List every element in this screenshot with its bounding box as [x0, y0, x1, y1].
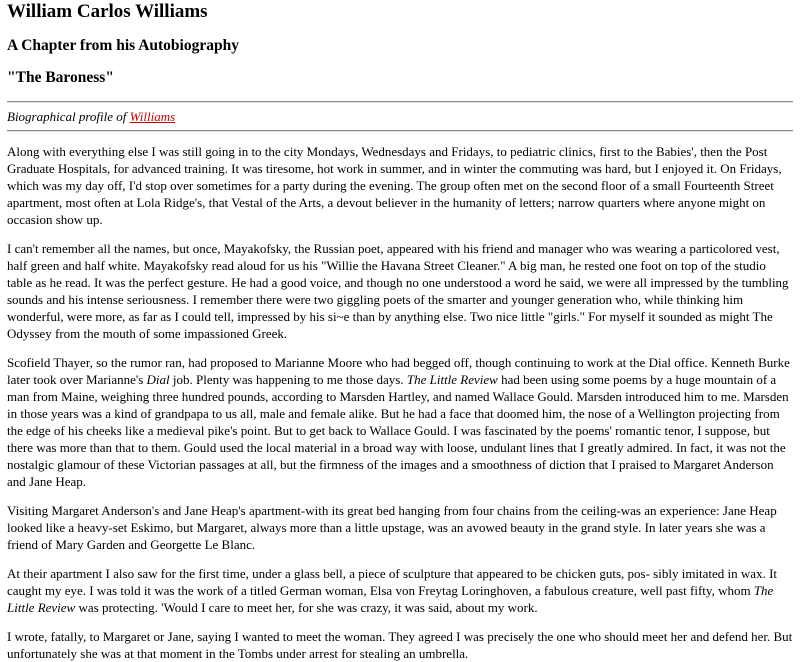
paragraph-4: Visiting Margaret Anderson's and Jane Heap's apartment-with its great bed hanging from four chains from the ceiling-was an experience: Jane Heap looked like a heavy-set Eskimo, but Margaret, always more than a little upstage, was an avowed beauty in the grand style. In later years she was a friend of Mary Garden and Georgette Le Blanc.	[7, 503, 777, 552]
paragraph-3-text-a: Scofield Thayer, so the rumor ran, had proposed to Marianne Moore who had begged off, though continuing to work at the Dial office. Kenneth Burke later took over Marianne's	[7, 355, 790, 387]
little-review-title: The Little Review	[7, 583, 774, 615]
paragraph-3	[7, 354, 793, 490]
paragraph-3-text-c: had been using some poems by a huge mountain of a man from Maine, weighing three hundred pounds, according to Marsden Hartley, and named Wallace Gould. Marsden introduced him to me. Marsden in those years was a kind of grandpapa to us all, male and female alike. But he had a face that doomed him, the nose of a Wellington projecting from the edge of his cheeks like a medieval pike's point. But to get back to Wallace Gould. I was fascinated by the poems' romantic tenor, I suppose, but there was more than that to them. Gould used the local material in a broad way with loose, undulant lines that I greatly admired. In fact, it was not the nostalgic glamour of these Victorian passages at all, but the firmness of the images and a smoothness of diction that I praised to Margaret Anderson and Jane Heap.	[7, 372, 789, 489]
dial-title: Dial	[146, 372, 170, 387]
paragraph-5	[7, 565, 793, 616]
divider-bottom	[7, 130, 793, 132]
divider-top	[7, 101, 793, 103]
page-title: William Carlos Williams	[7, 1, 208, 22]
williams-profile-link[interactable]: Williams	[129, 109, 176, 124]
paragraph-5-text-a: At their apartment I also saw for the first time, under a glass bell, a piece of sculpture that appeared to be chicken guts, pos- sibly imitated in wax. It caught my eye. I was told it was the work of a titled German woman, Elsa von Freytag Loringhoven, a fabulous creature, well past fifty, whom	[7, 566, 778, 598]
profile-prefix: Biographical profile of	[7, 109, 130, 124]
biographical-profile-line	[7, 109, 793, 125]
page-subtitle: A Chapter from his Autobiography	[7, 37, 239, 54]
chapter-title: "The Baroness"	[7, 69, 114, 86]
paragraph-2: I can't remember all the names, but once, Mayakofsky, the Russian poet, appeared with his friend and manager who was wearing a particolored vest, half green and half white. Mayakofsky read aloud for us his "Willie the Havana Street Cleaner." A big man, he rested one foot on top of the studio table as he read. It was the perfect gesture. He had a good voice, and though no one understood a word he said, we were all impressed by the tumbling sounds and his intense seriousness. I remember there were two giggling poets of the smarter and younger generation who, while thinking him wonderful, were more, as far as I could tell, impressed by his si~e than by anything else. Two nice little "girls." For myself it sounded as might The Odyssey from the mouth of some impassioned Greek.	[7, 241, 789, 341]
little-review-title: The Little Review	[406, 372, 498, 387]
paragraph-6: I wrote, fatally, to Margaret or Jane, saying I wanted to meet the woman. They agreed I was precisely the one who should meet her and defend her. But unfortunately she was at that moment in the Tombs under arrest for stealing an umbrella.	[7, 629, 793, 661]
paragraph-1: Along with everything else I was still going in to the city Mondays, Wednesdays and Fridays, to pediatric clinics, first to the Babies', then the Post Graduate Hospitals, for advanced training. It was tiresome, hot work in summer, and in winter the commuting was hard, but I enjoyed it. On Fridays, which was my day off, I'd stop over sometimes for a party during the evening. The group often met on the second floor of a small Fourteenth Street apartment, most often at Lola Ridge's, that Vestal of the Arts, a devout believer in the humanity of letters; narrow quarters where anyone might on occasion show up.	[7, 144, 782, 227]
paragraph-3-text-b: job. Plenty was happening to me those days.	[169, 372, 407, 387]
paragraph-5-text-b: was protecting. 'Would I care to meet her, for she was crazy, it was said, about my work.	[75, 600, 538, 615]
